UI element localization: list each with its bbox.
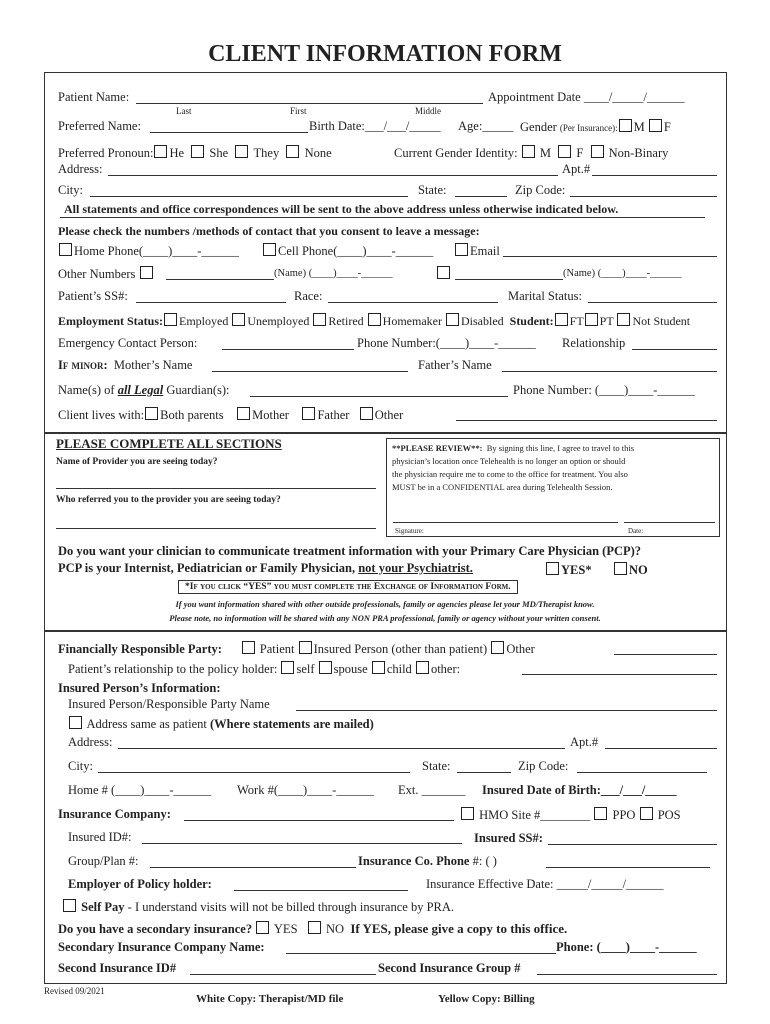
insured-ss-field[interactable]	[548, 844, 717, 845]
pronoun-they-checkbox[interactable]	[235, 145, 248, 158]
gender-m-checkbox[interactable]	[619, 119, 632, 132]
other-number2-checkbox[interactable]	[437, 266, 450, 279]
homemaker-checkbox[interactable]	[368, 313, 381, 326]
consent-note: Please note, no information will be shared with any NON PRA professional, family or agency without your written consent.	[169, 613, 601, 623]
emergency-label: Emergency Contact Person:	[58, 336, 198, 350]
cell-phone-option[interactable]: Cell Phone(____)____-______	[262, 243, 433, 258]
pcp-definition: PCP is your Internist, Pediatrician or Family Physician, not your Psychiatrist.	[58, 561, 473, 575]
ins-state-field[interactable]	[457, 772, 511, 773]
pronoun-she-checkbox[interactable]	[191, 145, 204, 158]
secondary-question-row: Do you have a secondary insurance? YES NO If YES, please give a copy to this office.	[58, 921, 568, 936]
complete-all-heading: PLEASE COMPLETE ALL SECTIONS	[56, 436, 282, 451]
marital-field[interactable]	[588, 302, 717, 303]
ins-state-label: State:	[422, 759, 451, 773]
secondary-id-field[interactable]	[190, 974, 376, 975]
relationship-label: Relationship	[562, 336, 626, 350]
ppo-checkbox[interactable]	[594, 807, 607, 820]
ins-phone-label: Insurance Co. Phone #: ( )	[358, 854, 497, 868]
city-label: City:	[58, 183, 84, 197]
pcp-no-checkbox[interactable]	[614, 562, 627, 575]
mother-name-field[interactable]	[212, 371, 408, 372]
ins-city-label: City:	[68, 759, 94, 773]
pronoun-none-checkbox[interactable]	[286, 145, 299, 158]
gender-label: Gender (Per Insurance): M F	[520, 120, 671, 134]
same-address-option[interactable]: Address same as patient (Where statements are mailed)	[68, 716, 374, 731]
preferred-name-label: Preferred Name:	[58, 119, 141, 133]
insured-id-field[interactable]	[142, 843, 462, 844]
ins-ext-field[interactable]: Ext. _______	[398, 783, 466, 797]
guardian-field[interactable]	[250, 396, 508, 397]
hmo-checkbox[interactable]	[461, 807, 474, 820]
rel-spouse-checkbox[interactable]	[319, 661, 332, 674]
financial-party-row: Financially Responsible Party: Patient Insured Person (other than patient) Other	[58, 642, 535, 656]
email-option[interactable]: Email	[454, 243, 500, 258]
unemployed-checkbox[interactable]	[232, 313, 245, 326]
form-title: CLIENT INFORMATION FORM	[208, 41, 562, 67]
provider-question: Name of Provider you are seeing today?	[56, 457, 218, 467]
ins-phone-field[interactable]	[546, 867, 710, 868]
rel-other-checkbox[interactable]	[416, 661, 429, 674]
statement-notice: All statements and office correspondences will be sent to the above address unless otherwise indicated below.	[64, 202, 619, 216]
signature-caption: Signature:	[395, 527, 424, 535]
insured-ss-label: Insured SS#:	[474, 831, 543, 845]
other-number2-name-field[interactable]	[455, 279, 563, 280]
employed-checkbox[interactable]	[164, 313, 177, 326]
pcp-no-option[interactable]: NO	[613, 562, 648, 577]
ins-company-label: Insurance Company:	[58, 807, 171, 821]
date-field[interactable]	[624, 522, 715, 523]
preferred-name-field[interactable]	[150, 132, 308, 133]
state-field[interactable]	[455, 196, 507, 197]
ins-apt-field[interactable]	[605, 748, 717, 749]
ssn-label: Patient’s SS#:	[58, 289, 128, 303]
last-caption: Last	[176, 106, 192, 116]
state-label: State:	[418, 183, 447, 197]
secondary-company-label: Secondary Insurance Company Name:	[58, 940, 265, 954]
other-number2-phone[interactable]: (Name) (____)____-______	[563, 268, 682, 279]
both-parents-checkbox[interactable]	[145, 407, 158, 420]
employment-row: Employment Status: Employed Unemployed Retired Homemaker Disabled Student: FT PT Not Student	[58, 314, 691, 328]
retired-checkbox[interactable]	[313, 313, 326, 326]
secondary-group-field[interactable]	[537, 974, 717, 975]
gender-f-checkbox[interactable]	[649, 119, 662, 132]
insured-id-label: Insured ID#:	[68, 830, 132, 844]
middle-caption: Middle	[415, 106, 441, 116]
insured-dob-field[interactable]: Insured Date of Birth:___/___/_____	[482, 783, 677, 797]
race-label: Race:	[294, 289, 323, 303]
ins-work-phone-field[interactable]: Work #(____)____-______	[237, 783, 374, 797]
ins-home-phone-field[interactable]: Home # (____)____-______	[68, 783, 212, 797]
secondary-group-label: Second Insurance Group #	[378, 961, 521, 975]
secondary-yes-checkbox[interactable]	[256, 921, 269, 934]
fin-patient-checkbox[interactable]	[242, 641, 255, 654]
signature-field[interactable]	[393, 522, 618, 523]
rel-other-field[interactable]	[522, 674, 717, 675]
marital-label: Marital Status:	[508, 289, 582, 303]
race-field[interactable]	[328, 302, 498, 303]
email-field[interactable]	[503, 256, 717, 257]
other-number1-name-field[interactable]	[166, 279, 274, 280]
group-plan-field[interactable]	[150, 867, 356, 868]
zip-label: Zip Code:	[515, 183, 566, 197]
other-checkbox[interactable]	[360, 407, 373, 420]
father-name-label: Father’s Name	[418, 358, 492, 372]
policy-relationship-row: Patient’s relationship to the policy holder: self spouse child other:	[68, 662, 461, 676]
insured-name-field[interactable]	[296, 710, 717, 711]
other-number1-phone[interactable]: (Name) (____)____-______	[274, 268, 393, 279]
consent-heading: Please check the numbers /methods of contact that you consent to leave a message:	[58, 224, 480, 238]
email-checkbox[interactable]	[455, 243, 468, 256]
rel-self-checkbox[interactable]	[281, 661, 294, 674]
ins-address-field[interactable]	[118, 748, 565, 749]
referred-question: Who referred you to the provider you are seeing today?	[56, 495, 281, 505]
fin-insured-checkbox[interactable]	[299, 641, 312, 654]
apt-label: Apt.#	[562, 162, 591, 176]
father-name-field[interactable]	[502, 371, 717, 372]
relationship-field[interactable]	[632, 349, 717, 350]
patient-name-field[interactable]	[136, 103, 483, 104]
employer-field[interactable]	[234, 890, 408, 891]
first-caption: First	[290, 106, 307, 116]
address-field[interactable]	[108, 175, 558, 176]
city-field[interactable]	[90, 196, 408, 197]
if-minor-label: If minor: Mother’s Name	[58, 358, 193, 372]
emergency-phone-field[interactable]: Phone Number:(____)____-______	[357, 336, 536, 350]
home-phone-checkbox[interactable]	[59, 243, 72, 256]
age-field[interactable]: Age:_____	[458, 119, 514, 133]
pronoun-he-checkbox[interactable]	[154, 145, 167, 158]
ins-apt-label: Apt.#	[570, 735, 599, 749]
ins-zip-label: Zip Code:	[518, 759, 569, 773]
ins-city-field[interactable]	[98, 772, 410, 773]
group-plan-label: Group/Plan #:	[68, 854, 139, 868]
lives-with-row: Client lives with: Both parents Mother Father Other	[58, 408, 404, 422]
provider-field[interactable]	[56, 488, 376, 489]
pos-checkbox[interactable]	[640, 807, 653, 820]
other-number2-option[interactable]	[436, 266, 452, 281]
ssn-field[interactable]	[136, 302, 286, 303]
same-address-checkbox[interactable]	[69, 716, 82, 729]
lives-with-other-field[interactable]	[456, 420, 717, 421]
guardian-label: Name(s) of all Legal Guardian(s):	[58, 383, 230, 397]
home-phone-option[interactable]: Home Phone(____)____-______	[58, 243, 239, 258]
emergency-field[interactable]	[222, 349, 354, 350]
secondary-phone-field[interactable]: Phone: (____)____-______	[556, 940, 697, 954]
self-pay-option[interactable]: Self Pay - I understand visits will not be billed through insurance by PRA.	[62, 899, 454, 914]
disabled-checkbox[interactable]	[446, 313, 459, 326]
revised-date: Revised 09/2021	[44, 986, 105, 996]
pcp-yes-checkbox[interactable]	[546, 562, 559, 575]
self-pay-checkbox[interactable]	[63, 899, 76, 912]
insured-name-label: Insured Person/Responsible Party Name	[68, 697, 270, 711]
date-caption: Date:	[628, 527, 644, 535]
review-text: **PLEASE REVIEW**: By signing this line, I agree to travel to this physician’s location once Telehealth is no longer an option or should the physician require me to come to the office for treatment. You also MUST be in a CONFIDENTIAL area during Telehealth Session.	[392, 443, 635, 492]
statement-underline	[60, 217, 705, 218]
fin-other-field[interactable]	[614, 654, 717, 655]
appointment-date-field[interactable]: Appointment Date ____/_____/______	[488, 90, 685, 104]
identity-nonbinary-checkbox[interactable]	[591, 145, 604, 158]
employer-label: Employer of Policy holder:	[68, 877, 212, 891]
patient-name-label: Patient Name:	[58, 90, 130, 104]
other-number1-checkbox[interactable]	[140, 266, 153, 279]
gender-identity-row: Current Gender Identity: M F Non-Binary	[394, 146, 669, 160]
identity-m-checkbox[interactable]	[522, 145, 535, 158]
ins-address-label: Address:	[68, 735, 113, 749]
secondary-no-checkbox[interactable]	[308, 921, 321, 934]
plan-type-row: HMO Site #________ PPO POS	[460, 807, 681, 822]
father-checkbox[interactable]	[302, 407, 315, 420]
referred-field[interactable]	[56, 528, 376, 529]
ins-company-field[interactable]	[184, 820, 454, 821]
ins-zip-field[interactable]	[577, 772, 707, 773]
birth-date-field[interactable]: Birth Date:___/___/_____	[309, 119, 441, 133]
not-student-checkbox[interactable]	[617, 313, 630, 326]
secondary-company-field[interactable]	[286, 953, 556, 954]
white-copy-note: White Copy: Therapist/MD file	[196, 993, 344, 1005]
secondary-id-label: Second Insurance ID#	[58, 961, 177, 975]
address-label: Address:	[58, 162, 103, 176]
effective-date-field[interactable]: Insurance Effective Date: _____/_____/______	[426, 877, 664, 891]
identity-f-checkbox[interactable]	[558, 145, 571, 158]
insured-info-heading: Insured Person’s Information:	[58, 681, 221, 695]
pronoun-row: Preferred Pronoun: He She They None	[58, 146, 332, 160]
student-ft-checkbox[interactable]	[555, 313, 568, 326]
rel-child-checkbox[interactable]	[372, 661, 385, 674]
student-pt-checkbox[interactable]	[585, 313, 598, 326]
apt-field[interactable]	[592, 175, 717, 176]
yellow-copy-note: Yellow Copy: Billing	[438, 993, 535, 1005]
fin-other-checkbox[interactable]	[491, 641, 504, 654]
mother-checkbox[interactable]	[237, 407, 250, 420]
other-numbers-label: Other Numbers	[58, 266, 155, 281]
pcp-yes-option[interactable]: YES*	[545, 562, 592, 577]
pcp-question: Do you want your clinician to communicate treatment information with your Primary Care Physician (PCP)?	[58, 544, 642, 558]
zip-field[interactable]	[570, 196, 717, 197]
guardian-phone-field[interactable]: Phone Number: (____)____-______	[513, 383, 695, 397]
share-info-note: If you want information shared with other outside professionals, family or agencies please let your MD/Therapist know.	[175, 599, 595, 609]
exchange-note: *If you click “YES” you must complete the Exchange of Information Form.	[178, 580, 518, 594]
cell-phone-checkbox[interactable]	[263, 243, 276, 256]
